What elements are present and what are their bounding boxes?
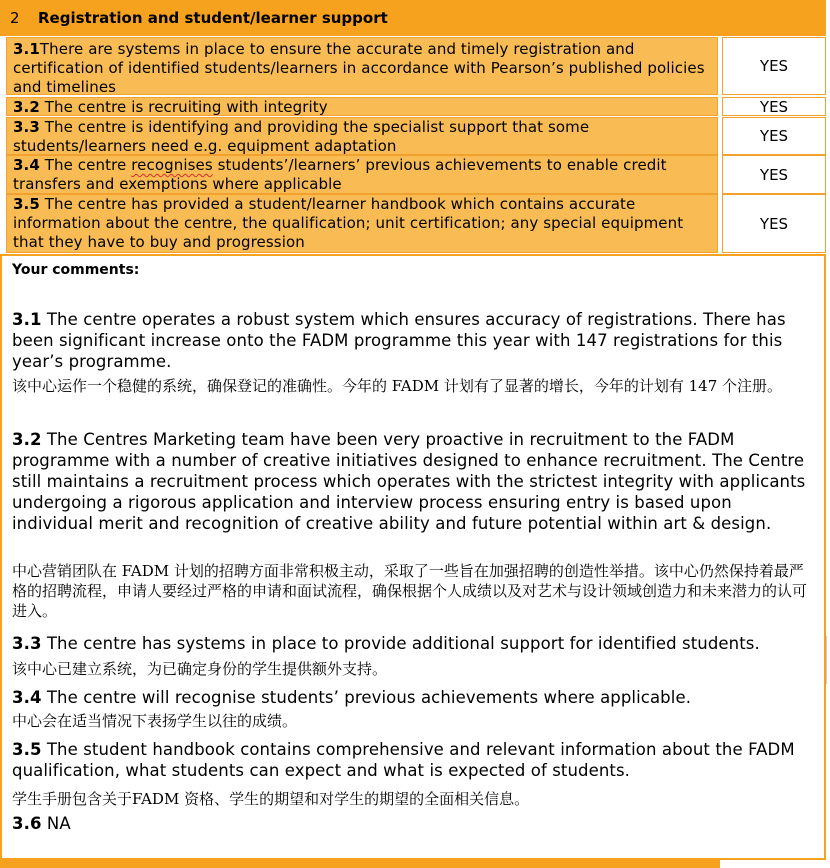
spellcheck-flag: timelines — [46, 78, 117, 95]
comment-en — [12, 429, 812, 534]
criterion-text — [6, 155, 718, 194]
criterion-code: 3.4 — [13, 156, 40, 174]
comments-box — [0, 254, 826, 860]
spellcheck-flag: recognises — [131, 156, 213, 174]
comment-code: 3.4 — [12, 688, 42, 707]
comment-code: 3.6 — [12, 814, 42, 833]
section-title: Registration and student/learner support — [38, 9, 388, 27]
page-edge-line — [826, 636, 827, 684]
criterion-answer: YES — [722, 37, 826, 95]
comment-text: The centre has systems in place to provide additional support for identified students. — [41, 634, 760, 653]
criterion-row — [6, 37, 826, 95]
criterion-description: There are systems in place to ensure the accurate and timely registration and certification of identified students/learners in accordance with Pearson’s published policies and — [13, 40, 705, 95]
criterion-row — [6, 155, 826, 194]
criterion-code: 3.2 — [13, 98, 40, 116]
criterion-text — [6, 117, 718, 155]
comment-zh: 学生手册包含关于FADM 资格、学生的期望和对学生的期望的全面相关信息。 — [12, 790, 530, 808]
comment-code: 3.3 — [12, 634, 42, 653]
criterion-description: The centre — [39, 156, 132, 174]
comment-zh: 该中心已建立系统，为已确定身份的学生提供额外支持。 — [12, 660, 388, 678]
comment-zh: 中心营销团队在 FADM 计划的招聘方面非常积极主动，采取了一些旨在加强招聘的创造性举措。该中心仍然保持着最严格的招聘流程，申请人要经过严格的申请和面试流程，确保根据个人成绩以及对艺术与设计领域创造力和未来潜力的认可进入。 — [12, 562, 808, 620]
comment-en — [12, 813, 812, 834]
comment-code: 3.1 — [12, 310, 42, 329]
comment-text: The centre operates a robust system which ensures accuracy of registrations. There has been significant increase onto the FADM programme this year with 147 registrations for this year’s programme. — [12, 310, 786, 371]
comments-label: Your comments: — [12, 262, 140, 278]
criterion-code: 3.3 — [13, 118, 40, 136]
criterion-answer: YES — [722, 117, 826, 155]
criterion-row — [6, 117, 826, 155]
comment-zh: 中心会在适当情况下表扬学生以往的成绩。 — [12, 712, 298, 730]
criterion-description-cont: students’/learners’ previous achievements to enable credit transfers and exemptions where applicable — [13, 156, 667, 193]
criterion-code: 3.1 — [13, 40, 40, 58]
comment-text: NA — [41, 814, 71, 833]
section-number: 2 — [10, 9, 20, 27]
criterion-answer: YES — [722, 194, 826, 253]
criterion-code: 3.5 — [13, 195, 40, 213]
criterion-description: The centre is recruiting with integrity — [39, 98, 328, 116]
criterion-answer: YES — [722, 155, 826, 194]
criterion-row — [6, 97, 826, 116]
criterion-answer: YES — [722, 97, 826, 116]
comment-en — [12, 633, 812, 654]
criterion-row — [6, 194, 826, 253]
criterion-description: The centre is identifying and providing the specialist support that some students/learners need e.g. equipment adaptation — [13, 118, 590, 155]
comment-en — [12, 687, 812, 708]
criterion-text — [6, 97, 718, 116]
comment-zh: 该中心运作一个稳健的系统，确保登记的准确性。今年的 FADM 计划有了显著的增长，今年的计划有 147 个注册。 — [12, 377, 783, 395]
comment-code: 3.5 — [12, 740, 42, 759]
criterion-text — [6, 37, 718, 95]
comment-text: The centre will recognise students’ previous achievements where applicable. — [41, 688, 692, 707]
comment-en — [12, 739, 812, 781]
comment-en — [12, 309, 812, 372]
comment-code: 3.2 — [12, 430, 42, 449]
section-header — [0, 0, 826, 36]
criterion-text — [6, 194, 718, 253]
comment-text: The Centres Marketing team have been very proactive in recruitment to the FADM programme with a number of creative initiatives designed to enhance recruitment. The Centre still maintains a recruitment process which operates with the strictest integrity with applicants undergoing a rigorous application and interview process ensuring entry is based upon individual merit and recognition of creative ability and future potential within art & design. — [12, 430, 806, 533]
criterion-description: The centre has provided a student/learner handbook which contains accurate information about the centre, the qualification; unit certification; any special equipment that they have to buy and progression — [13, 195, 684, 251]
footer-bar — [0, 860, 720, 868]
comment-text: The student handbook contains comprehensive and relevant information about the FADM qualification, what students can expect and what is expected of students. — [12, 740, 795, 780]
